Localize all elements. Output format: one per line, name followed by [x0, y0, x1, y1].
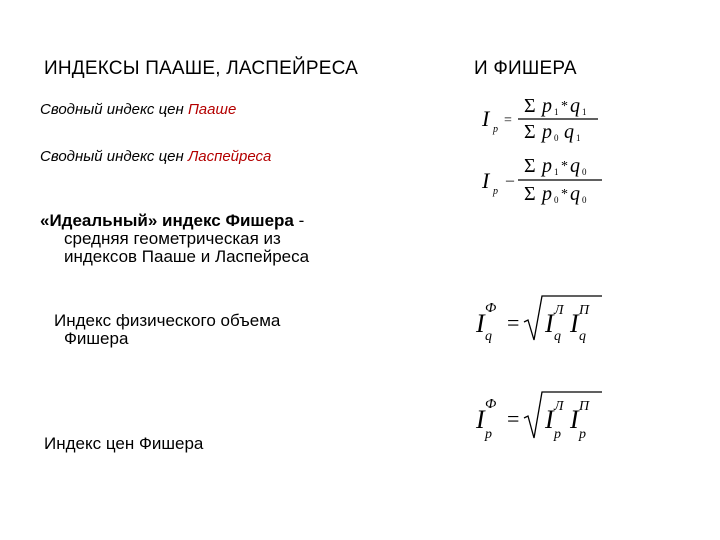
- laspeyres-label-name: Ласпейреса: [187, 148, 272, 165]
- f4-I1: I: [545, 405, 554, 434]
- f3-eq: =: [507, 310, 520, 335]
- f2-den-q-sub: 0: [582, 195, 587, 205]
- fisher-line-2: средняя геометрическая из: [64, 229, 281, 248]
- f1-eq: =: [504, 113, 512, 128]
- laspeyres-label: [40, 148, 271, 165]
- f1-num-sum: Σ: [524, 95, 536, 117]
- f2-num-star: *: [561, 159, 568, 174]
- paasche-label-name: Пааше: [187, 101, 237, 118]
- f2-minus: –: [506, 172, 514, 189]
- f1-num-p-sub: 1: [554, 107, 559, 117]
- slide-title-left: ИНДЕКСЫ ПААШЕ, ЛАСПЕЙРЕСА: [44, 58, 358, 79]
- f2-den-p: p: [542, 183, 552, 205]
- f4-sup2: П: [579, 399, 590, 414]
- f1-den-p: p: [542, 121, 552, 143]
- paasche-label-prefix: Сводный индекс цен: [40, 101, 184, 118]
- f2-num-q: q: [570, 155, 580, 177]
- fisher-dash: -: [293, 211, 305, 230]
- f2-den-q: q: [570, 183, 580, 205]
- f4-sup: Ф: [485, 397, 497, 412]
- f2-num-sum: Σ: [524, 155, 536, 177]
- f2-num-p: p: [542, 155, 552, 177]
- f3-sup2: П: [579, 303, 590, 318]
- laspeyres-formula: [478, 150, 612, 208]
- f3-I2: I: [570, 309, 579, 338]
- volume-line-2: Фишера: [64, 329, 129, 348]
- f1-den-sum: Σ: [524, 121, 536, 143]
- f1-num-q-sub: 1: [582, 107, 587, 117]
- f1-num-q: q: [570, 95, 580, 117]
- fisher-volume-formula: [470, 292, 604, 350]
- price-fisher-label: Индекс цен Фишера: [44, 434, 204, 453]
- f1-num-p: p: [542, 95, 552, 117]
- f3-I1: I: [545, 309, 554, 338]
- f1-sub: p: [493, 124, 498, 135]
- f2-den-p-sub: 0: [554, 195, 559, 205]
- f1-den-p-sub: 0: [554, 133, 559, 143]
- volume-line-1: Индекс физического объема: [54, 311, 281, 330]
- fisher-ideal-title: «Идеальный» индекс Фишера: [40, 211, 294, 230]
- fisher-ideal-text: [40, 212, 370, 266]
- f2-I: I: [482, 168, 490, 193]
- f3-sup1: Л: [554, 303, 564, 318]
- f1-num-star: *: [561, 99, 568, 114]
- f3-sub: q: [485, 329, 492, 344]
- f4-I: I: [476, 405, 485, 434]
- fisher-line-3: индексов Пааше и Ласпейреса: [64, 247, 310, 266]
- f2-den-sum: Σ: [524, 183, 536, 205]
- f2-num-p-sub: 1: [554, 167, 559, 177]
- f3-sub1: q: [554, 329, 561, 344]
- f3-sub2: q: [579, 329, 586, 344]
- f4-sup1: Л: [554, 399, 564, 414]
- f2-sub: p: [493, 186, 498, 197]
- f4-I2: I: [570, 405, 579, 434]
- fisher-price-formula: [470, 388, 604, 448]
- f2-num-q-sub: 0: [582, 167, 587, 177]
- f1-I: I: [482, 106, 490, 131]
- paasche-formula: [478, 92, 608, 146]
- f3-I: I: [476, 309, 485, 338]
- f1-den-q: q: [564, 121, 574, 143]
- f4-sub2: p: [579, 427, 586, 442]
- slide-title-right: И ФИШЕРА: [474, 58, 577, 79]
- paasche-label: [40, 101, 236, 118]
- volume-index-text: [54, 312, 280, 348]
- f2-den-star: *: [561, 187, 568, 202]
- f1-den-q-sub: 1: [576, 133, 581, 143]
- f3-sup: Ф: [485, 301, 497, 316]
- f4-sub: p: [485, 427, 492, 442]
- f4-sub1: p: [554, 427, 561, 442]
- f4-eq: =: [507, 406, 520, 431]
- laspeyres-label-prefix: Сводный индекс цен: [40, 148, 184, 165]
